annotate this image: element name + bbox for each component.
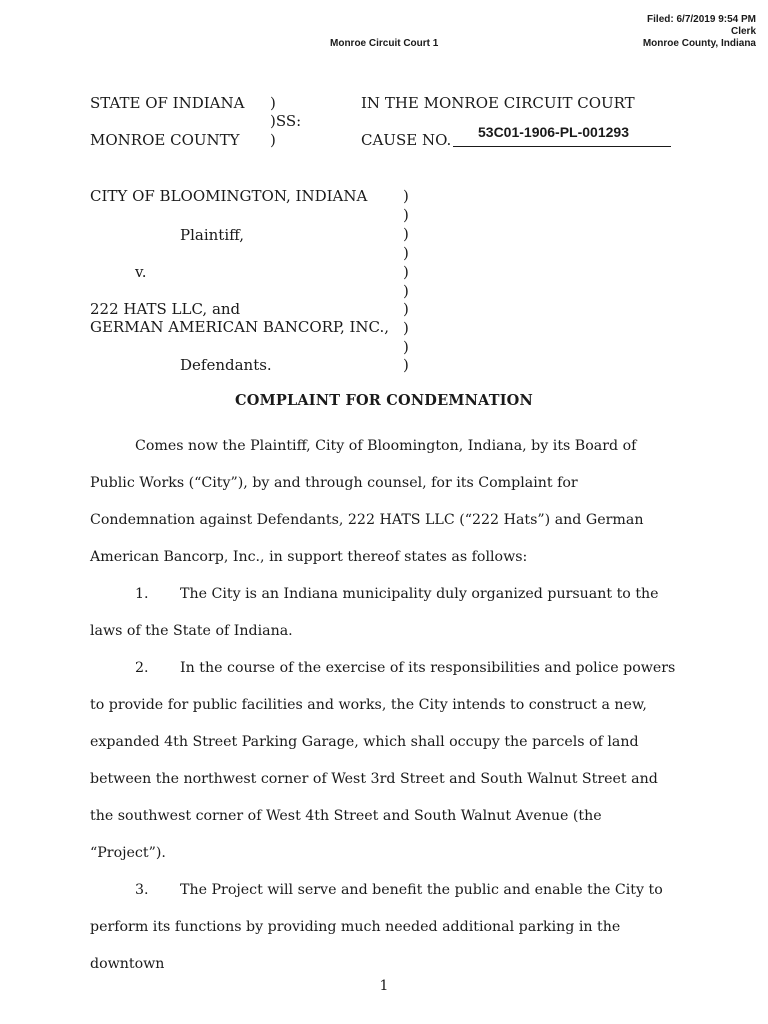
numbered-paragraph <box>90 576 680 650</box>
caption-paren: ) <box>403 282 409 300</box>
defendants-label: Defendants. <box>180 356 272 374</box>
defendant-name: 222 HATS LLC, and <box>90 300 241 318</box>
caption-paren: ) <box>270 94 276 112</box>
clerk-label: Clerk <box>730 26 756 37</box>
caption-paren: ) <box>403 356 409 374</box>
paragraph-number: 2. <box>135 660 149 676</box>
paragraph-text: The City is an Indiana municipality duly organized pursuant to the laws of the State of Indiana. <box>90 586 659 639</box>
caption-paren: ) <box>403 338 409 356</box>
county-label-caption: MONROE COUNTY <box>90 131 240 149</box>
caption-paren: ) <box>403 263 409 281</box>
defendant-name: GERMAN AMERICAN BANCORP, INC., <box>90 318 390 336</box>
page-number: 1 <box>379 978 389 994</box>
caption-paren: ) <box>403 300 409 318</box>
numbered-paragraph <box>90 650 680 872</box>
caption-paren: ) <box>403 225 409 243</box>
caption-paren: ) <box>403 319 409 337</box>
document-title: COMPLAINT FOR CONDEMNATION <box>235 392 533 409</box>
plaintiff-label: Plaintiff, <box>180 226 245 244</box>
caption-paren: ) <box>403 187 409 205</box>
cause-underline <box>453 146 671 147</box>
numbered-paragraph <box>90 872 680 983</box>
cause-label: CAUSE NO. <box>361 131 452 149</box>
plaintiff-name: CITY OF BLOOMINGTON, INDIANA <box>90 187 368 205</box>
filed-date: Filed: 6/7/2019 9:54 PM <box>647 14 756 25</box>
paragraph-text: The Project will serve and benefit the public and enable the City to perform its functions by providing much needed additional parking in the downtown <box>90 882 663 972</box>
caption-paren: ) <box>270 131 276 149</box>
state-label: STATE OF INDIANA <box>90 94 245 112</box>
intro-paragraph: Comes now the Plaintiff, City of Bloomington, Indiana, by its Board of Public Works (“City”), by and through counsel, for its Complaint for Condemnation against Defendants, 222 HATS LLC (“222 Hats”) and German American Bancorp, Inc., in support thereof states as follows: <box>90 438 644 565</box>
court-name: IN THE MONROE CIRCUIT COURT <box>361 94 635 112</box>
paragraph-number: 3. <box>135 882 149 898</box>
ss-label: )SS: <box>270 112 302 130</box>
filing-stamp <box>643 14 756 50</box>
complaint-body <box>90 428 680 983</box>
paragraph-number: 1. <box>135 586 149 602</box>
court-header: Monroe Circuit Court 1 <box>330 38 439 49</box>
caption-paren: ) <box>403 206 409 224</box>
paragraph-text: In the course of the exercise of its responsibilities and police powers to provide for public facilities and works, the City intends to construct a new, expanded 4th Street Parking Garage, which shall occupy the parcels of land between the northwest corner of West 3rd Street and South Walnut Street and the southwest corner of West 4th Street and South Walnut Avenue (the “Project”). <box>90 660 676 861</box>
cause-number: 53C01-1906-PL-001293 <box>478 124 629 140</box>
versus-label: v. <box>135 263 147 281</box>
county-label: Monroe County, Indiana <box>642 38 756 49</box>
caption-paren: ) <box>403 244 409 262</box>
